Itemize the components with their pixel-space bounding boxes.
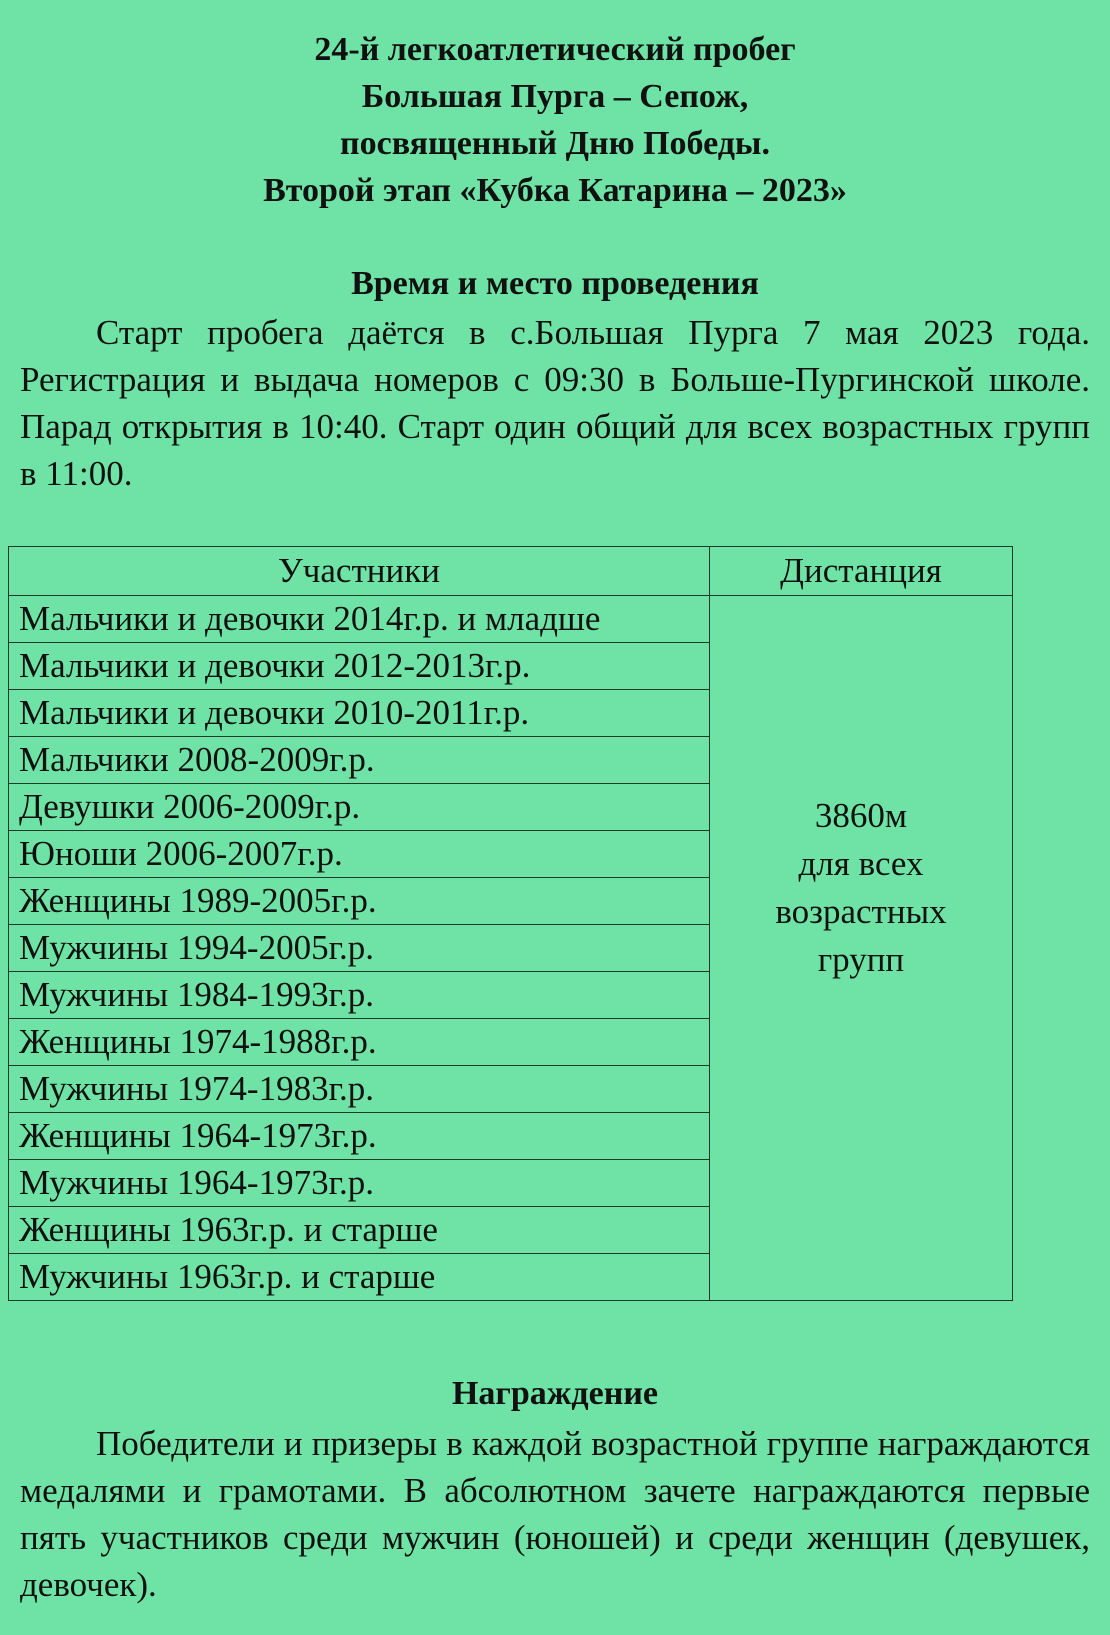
participant-category: Мужчины 1964-1973г.р. (9, 1160, 710, 1207)
participant-category: Мужчины 1994-2005г.р. (9, 925, 710, 972)
participant-category: Мальчики и девочки 2010-2011г.р. (9, 690, 710, 737)
participant-category: Мужчины 1963г.р. и старше (9, 1254, 710, 1301)
participant-category: Мальчики и девочки 2014г.р. и младше (9, 596, 710, 643)
document-title (0, 26, 1110, 214)
participant-category: Женщины 1964-1973г.р. (9, 1113, 710, 1160)
participant-category: Мальчики и девочки 2012-2013г.р. (9, 643, 710, 690)
table-header-row (9, 547, 1013, 596)
participants-column-header: Участники (9, 547, 710, 596)
distance-note-line-2: возрастных (775, 892, 947, 931)
title-line-4: Второй этап «Кубка Катарина – 2023» (263, 172, 847, 209)
participant-category: Мальчики 2008-2009г.р. (9, 737, 710, 784)
table-row (9, 596, 1013, 643)
distance-column-header: Дистанция (710, 547, 1013, 596)
distance-cell (710, 596, 1013, 1301)
participant-category: Юноши 2006-2007г.р. (9, 831, 710, 878)
schedule-paragraph: Старт пробега даётся в с.Большая Пурга 7 мая 2023 года. Регистрация и выдача номеров с 09:30 в Больше-Пургинской школе. Парад открытия в 10:40. Старт один общий для всех возрастных групп в 11:00. (20, 313, 1090, 493)
participant-category: Мужчины 1974-1983г.р. (9, 1066, 710, 1113)
distance-note-line-1: для всех (798, 844, 924, 883)
participant-category: Мужчины 1984-1993г.р. (9, 972, 710, 1019)
awards-heading: Награждение (451, 1375, 658, 1412)
participants-table (8, 546, 1013, 1301)
title-line-1: 24-й легкоатлетический пробег (314, 31, 796, 68)
title-line-2: Большая Пурга – Сепож, (361, 78, 749, 115)
participant-category: Женщины 1989-2005г.р. (9, 878, 710, 925)
title-line-3: посвященный Дню Победы. (340, 125, 770, 162)
schedule-heading: Время и место проведения (351, 265, 759, 302)
participant-category: Женщины 1963г.р. и старше (9, 1207, 710, 1254)
distance-value: 3860м (814, 796, 908, 835)
participant-category: Женщины 1974-1988г.р. (9, 1019, 710, 1066)
participant-category: Девушки 2006-2009г.р. (9, 784, 710, 831)
distance-note-line-3: групп (817, 940, 905, 979)
participants-table-body (9, 596, 1013, 1301)
awards-paragraph: Победители и призеры в каждой возрастной группе награждаются медалями и грамотами. В абсолютном зачете награждаются первые пять участников среди мужчин (юношей) и среди женщин (девушек, девочек). (20, 1424, 1090, 1604)
